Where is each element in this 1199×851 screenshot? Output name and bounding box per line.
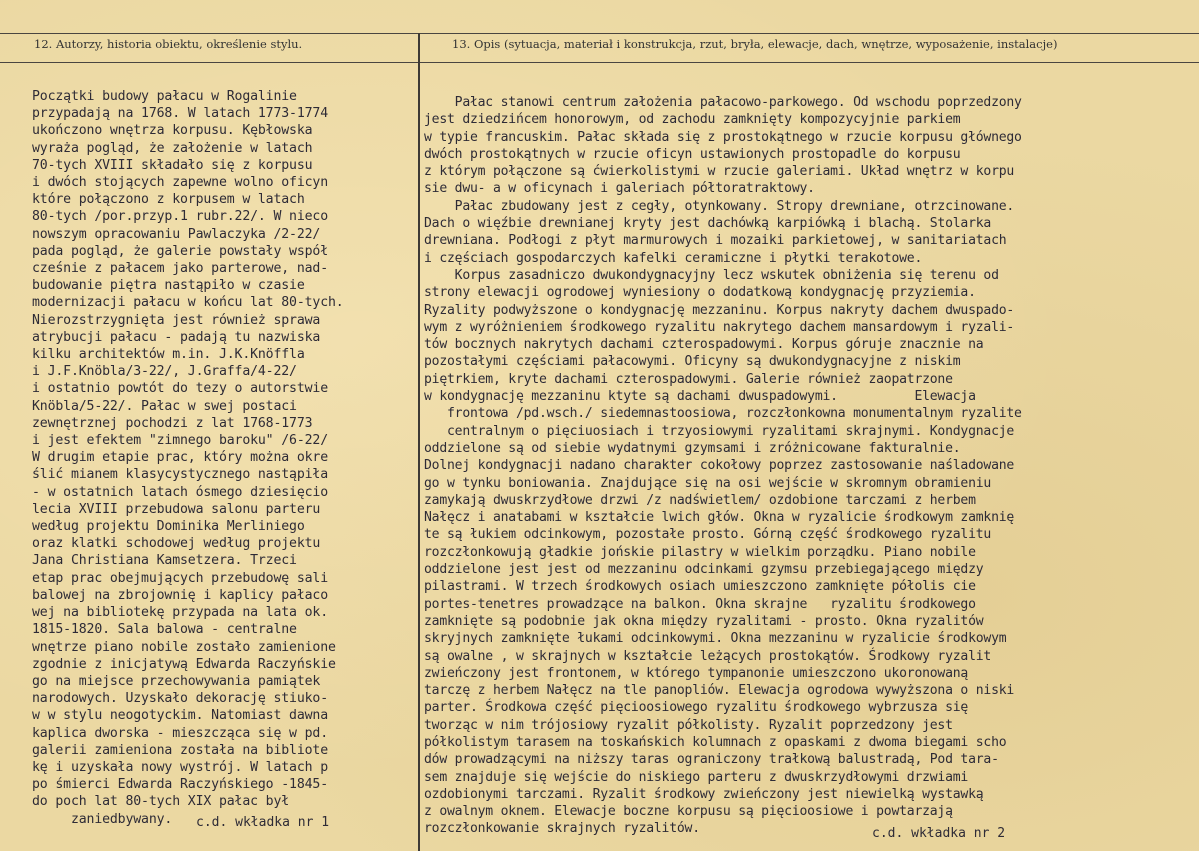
right-text-line: pozostałymi częściami pałacowymi. Oficyny są dwukondygnacyjne z niskim — [424, 354, 961, 370]
right-text-line: tów bocznych nakrytych dachami czterospadowymi. Korpus góruje znacznie na — [424, 337, 984, 353]
right-text-line: centralnym o pięciuosiach i trzyosiowymi ryzalitami skrajnymi. Kondygnacje — [424, 423, 1015, 439]
left-text-line: go na miejsce przechowywania pamiątek — [32, 673, 321, 689]
left-text-line: kaplica dworska - mieszcząca się w pd. — [32, 725, 329, 741]
right-text-line: z którym połączone są ćwierkolistymi w rzucie galeriami. Układ wnętrz w korpu — [424, 164, 1015, 180]
left-text-line: wyraża pogląd, że założenie w latach — [32, 140, 313, 156]
right-text-line: Pałac stanowi centrum założenia pałacowo-parkowego. Od wschodu poprzedzony — [424, 95, 1022, 110]
left-footer-note: c.d. wkładka nr 1 — [196, 815, 330, 830]
left-text-line: atrybucji pałacu - padają tu nazwiska — [32, 329, 321, 345]
left-text-line: narodowych. Uzyskało dekorację stiuko- — [32, 691, 329, 707]
right-text-line: te są łukiem odcinkowym, pozostałe prosto. Górną część środkowego ryzalitu — [424, 527, 992, 543]
left-text-line: i ostatnio powtót do tezy o autorstwie — [32, 381, 329, 397]
left-text-line: - w ostatnich latach ósmego dziesięcio — [32, 484, 329, 500]
right-text-line: w kondygnację mezzaninu ktyte są dachami dwuspadowymi. Elewacja — [424, 389, 976, 405]
right-text-line: pilastrami. W trzech środkowych osiach umieszczono zamknięte półolis cie — [424, 579, 976, 595]
right-column-header: 13. Opis (sytuacja, materiał i konstrukcja, rzut, bryła, elewacje, dach, wnętrze, wyposażenie, instalacje) — [452, 37, 1058, 51]
left-text-line: po śmierci Edwarda Raczyńskiego -1845- — [32, 777, 329, 793]
right-text-line: rozczłonkowują gładkie jońskie pilastry w wielkim porządku. Piano nobile — [424, 544, 976, 560]
right-text-line: frontowa /pd.wsch./ siedemnastoosiowa, rozczłonkowna monumentalnym ryzalite — [424, 406, 1022, 422]
right-text-line: tworząc w nim trójosiowy ryzalit półkolisty. Ryzalit poprzedzony jest — [424, 717, 953, 733]
left-text-line: Knöbla/5-22/. Pałac w swej postaci — [32, 398, 297, 414]
right-text-line: tarczę z herbem Nałęcz na tle panopliów. Elewacja ogrodowa wywyższona o niski — [424, 683, 1015, 699]
left-text-line: i jest efektem "zimnego baroku" /6-22/ — [32, 433, 329, 449]
right-text-line: skryjnych zamknięte łukami odcinkowymi. Okna mezzaninu w ryzalicie środkowym — [424, 631, 1007, 647]
right-text-line: Dolnej kondygnacji nadano charakter cokołowy poprzez zastosowanie naśladowane — [424, 458, 1015, 474]
right-text-line: zwieńczony jest frontonem, w którego tympanonie umieszczono ukoronowaną — [424, 665, 969, 681]
left-text-line: W drugim etapie prac, który można okre — [32, 450, 329, 466]
left-text-line: cześnie z pałacem jako parterowe, nad- — [32, 261, 329, 277]
right-text-line: oddzielone są od siebie wydatnymi gzymsami i zróżnicowane fakturalnie. — [424, 440, 961, 456]
left-text-line: 70-tych XVIII składało się z korpusu — [32, 157, 313, 173]
left-text-line: wnętrze piano nobile zostało zamienione — [32, 639, 336, 655]
left-text-line: ślić mianem klasycystycznego nastąpiła — [32, 467, 329, 483]
right-text-line: półkolistym tarasem na toskańskich kolumnach z opaskami z dwoma biegami scho — [424, 734, 1007, 750]
left-text-line: do poch lat 80-tych XIX pałac był — [32, 794, 290, 810]
right-text-line: dów prowadzącymi na niższy taras ograniczony trałkową balustradą, Pod tara- — [424, 752, 999, 768]
right-text-line: parter. Środkowa część pięcioosiowego ryzalitu środkowego wybrzusza się — [424, 700, 969, 716]
header-divider-line — [0, 62, 1199, 63]
top-border-line — [0, 33, 1199, 34]
left-text-line: kilku architektów m.in. J.K.Knöffla — [32, 347, 305, 363]
left-text-line: oraz klatki schodowej według projektu — [32, 536, 321, 552]
right-text-line: w typie francuskim. Pałac składa się z prostokątnego w rzucie korpusu głównego — [424, 129, 1022, 145]
left-text-line: galerii zamieniona została na bibliote — [32, 742, 329, 758]
right-text-line: ozdobionymi tarczami. Ryzalit środkowy zwieńczony jest niewielką wystawką — [424, 786, 984, 802]
left-column-header: 12. Autorzy, historia obiektu, określenie stylu. — [34, 37, 303, 51]
right-text-line: oddzielone jest jest od mezzaninu odcinkami gzymsu przebiegającego między — [424, 562, 984, 578]
left-text-line: które połączono z korpusem w latach — [32, 192, 305, 208]
right-text-line: piętrkiem, kryte dachami czterospadowymi. Galerie również zaopatrzone — [424, 371, 953, 387]
right-text-line: portes-tenetres prowadzące na balkon. Okna skrajne ryzalitu środkowego — [424, 596, 976, 612]
right-column-text — [424, 94, 1022, 838]
left-column-text — [32, 88, 344, 828]
right-text-line: są owalne , w skrajnych w kształcie leżących prostokątów. Środkowy ryzalit — [424, 648, 992, 664]
right-text-line: rozczłonkowanie skrajnych ryzalitów. — [424, 821, 700, 837]
right-text-line: Ryzality podwyższone o kondygnację mezzaninu. Korpus nakryty dachem dwuspado- — [424, 302, 1015, 318]
right-text-line: strony elewacji ogrodowej wyniesiony o dodatkową kondygnację przyziemia. — [424, 285, 976, 301]
left-text-line: zewnętrznej pochodzi z lat 1768-1773 — [32, 415, 313, 431]
right-text-line: zamknięte są podobnie jak okna między ryzalitami - prosto. Okna ryzalitów — [424, 613, 984, 629]
left-text-line: i dwóch stojących zapewne wolno oficyn — [32, 175, 329, 191]
right-text-line: jest dziedzińcem honorowym, od zachodu zamknięty kompozycyjnie parkiem — [424, 112, 961, 128]
left-text-line: pada pogląd, że galerie powstały współ — [32, 243, 329, 259]
left-text-line: Początki budowy pałacu w Rogalinie — [32, 89, 297, 104]
left-text-line: modernizacji pałacu w końcu lat 80-tych. — [32, 295, 344, 311]
left-text-line: zaniedbywany. — [32, 811, 173, 827]
left-text-line: nowszym opracowaniu Pawlaczyka /2-22/ — [32, 226, 321, 242]
left-text-line: zgodnie z inicjatywą Edwarda Raczyńskie — [32, 656, 336, 672]
left-text-line: według projektu Dominika Merliniego — [32, 519, 305, 535]
left-text-line: wej na bibliotekę przypada na lata ok. — [32, 605, 329, 621]
right-text-line: wym z wyróżnieniem środkowego ryzalitu nakrytego dachem mansardowym i ryzali- — [424, 319, 1015, 335]
right-text-line: Dach o więźbie drewnianej kryty jest dachówką karpiówką i blachą. Stolarka — [424, 216, 992, 232]
left-text-line: balowej na zbrojownię i kaplicy pałaco — [32, 587, 329, 603]
left-text-line: przypadają na 1768. W latach 1773-1774 — [32, 106, 329, 122]
right-text-line: Nałęcz i anatabami w kształcie lwich głów. Okna w ryzalicie środkowym zamknię — [424, 510, 1015, 526]
right-text-line: zamykają dwuskrzydłowe drzwi /z nadświetlem/ ozdobione tarczami z herbem — [424, 492, 976, 508]
right-text-line: dwóch prostokątnych w rzucie oficyn ustawionych prostopadle do korpusu — [424, 146, 961, 162]
right-text-line: z owalnym oknem. Elewacje boczne korpusu są pięcioosiowe i powtarzają — [424, 804, 953, 820]
left-text-line: i J.F.Knöbla/3-22/, J.Graffa/4-22/ — [32, 364, 297, 380]
left-text-line: budowanie piętra nastąpiło w czasie — [32, 278, 305, 294]
left-text-line: ukończono wnętrza korpusu. Kębłowska — [32, 123, 313, 139]
left-text-line: 1815-1820. Sala balowa - centralne — [32, 622, 297, 638]
left-text-line: w w stylu neogotyckim. Natomiast dawna — [32, 708, 329, 724]
right-text-line: i częściach gospodarczych kafelki ceramiczne i płytki terakotowe. — [424, 250, 923, 266]
left-text-line: Nierozstrzygnięta jest również sprawa — [32, 312, 321, 328]
left-text-line: 80-tych /por.przyp.1 rubr.22/. W nieco — [32, 209, 329, 225]
left-text-line: etap prac obejmujących przebudowę sali — [32, 570, 329, 586]
right-text-line: Pałac zbudowany jest z cegły, otynkowany. Stropy drewniane, otrzcinowane. — [424, 198, 1015, 214]
right-text-line: sem znajduje się wejście do niskiego parteru z dwuskrzydłowymi drzwiami — [424, 769, 969, 785]
left-text-line: kę i uzyskała nowy wystrój. W latach p — [32, 759, 329, 775]
right-text-line: Korpus zasadniczo dwukondygnacyjny lecz wskutek obniżenia się terenu od — [424, 267, 999, 283]
right-text-line: drewniana. Podłogi z płyt marmurowych i mozaiki parkietowej, w sanitariatach — [424, 233, 1007, 249]
column-divider-line — [418, 33, 420, 851]
left-text-line: lecia XVIII przebudowa salonu parteru — [32, 501, 321, 517]
left-text-line: Jana Christiana Kamsetzera. Trzeci — [32, 553, 297, 569]
right-text-line: sie dwu- a w oficynach i galeriach półtoratraktowy. — [424, 181, 815, 197]
right-text-line: go w tynku boniowania. Znajdujące się na osi wejście w skromnym obramieniu — [424, 475, 992, 491]
right-footer-note: c.d. wkładka nr 2 — [872, 826, 1006, 841]
